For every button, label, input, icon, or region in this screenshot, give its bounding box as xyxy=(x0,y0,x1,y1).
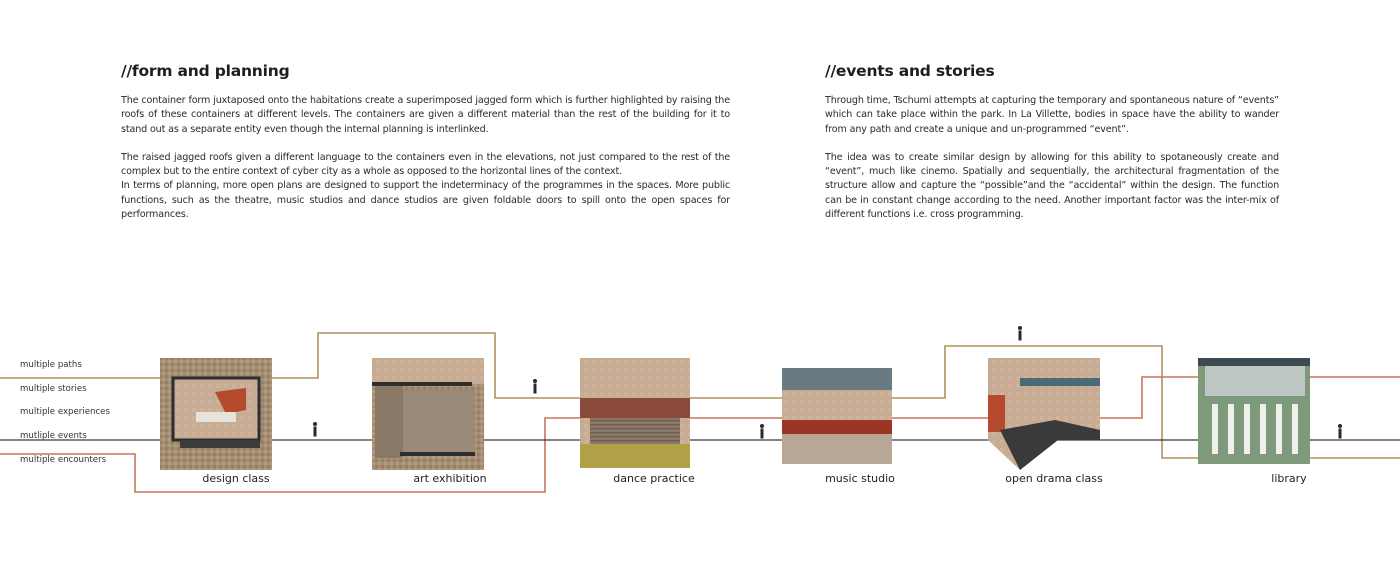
legend-label-paths: multiple paths xyxy=(20,360,82,370)
space-label: music studio xyxy=(825,472,895,485)
paragraph: The raised jagged roofs given a different language to the containers even in the elevations, not just compared to the rest of the complex but to the entire context of cyber city as a whole as opposed to the horizontal lines of the context. xyxy=(121,151,730,178)
legend-label-events: mutliple events xyxy=(20,431,87,441)
paragraph: Through time, Tschumi attempts at capturing the temporary and spontaneous nature of “events” which can take place within the park. In La Villette, bodies in space have the ability to wander from any path and create a unique and un-programmed “event”. xyxy=(825,95,1279,135)
space-label: design class xyxy=(202,472,270,485)
legend xyxy=(20,360,110,465)
space-library xyxy=(1198,358,1310,464)
person-icon xyxy=(1338,424,1342,439)
space-label: library xyxy=(1271,472,1307,485)
person-icon xyxy=(313,422,317,437)
person-icon xyxy=(533,379,537,394)
space-label: open drama class xyxy=(1005,472,1103,485)
paragraph: The idea was to create similar design by allowing for this ability to spotaneously create and “event”, much like cinemo. Spatially and sequentially, the architectural fragmentation of the structure allow and capture the “possible”and the “accidental” within the design. The function can be in constant change according to the need. Another important factor was the inter-mix of different functions i.e. cross programming. xyxy=(825,151,1279,221)
legend-label-experiences: multiple experiences xyxy=(20,407,110,417)
space-label: dance practice xyxy=(613,472,695,485)
person-icon xyxy=(760,424,764,439)
space-art-exhibition xyxy=(372,358,484,470)
space-label: art exhibition xyxy=(413,472,487,485)
space-labels xyxy=(202,472,1307,485)
space-music-studio xyxy=(782,368,892,464)
paragraph: The container form juxtaposed onto the habitations create a superimposed jagged form which is further highlighted by raising the roofs of these containers at different levels. The containers are given a different material than the rest of the building for it to stand out as a separate entity even though the internal planning is interlinked. xyxy=(121,95,730,135)
space-open-drama-class xyxy=(988,358,1100,470)
section-title: //form and planning xyxy=(121,62,290,80)
legend-label-encounters: multiple encounters xyxy=(20,455,107,465)
section-title: //events and stories xyxy=(825,62,995,80)
person-icon xyxy=(1018,326,1022,341)
space-dance-practice xyxy=(580,358,690,468)
legend-label-stories: multiple stories xyxy=(20,384,87,394)
space-design-class xyxy=(160,358,272,470)
paragraph: In terms of planning, more open plans are designed to support the indeterminacy of the programmes in the spaces. More public functions, such as the theatre, music studios and dance studios are given foldable doors to spill onto the open spaces for performances. xyxy=(121,180,730,221)
